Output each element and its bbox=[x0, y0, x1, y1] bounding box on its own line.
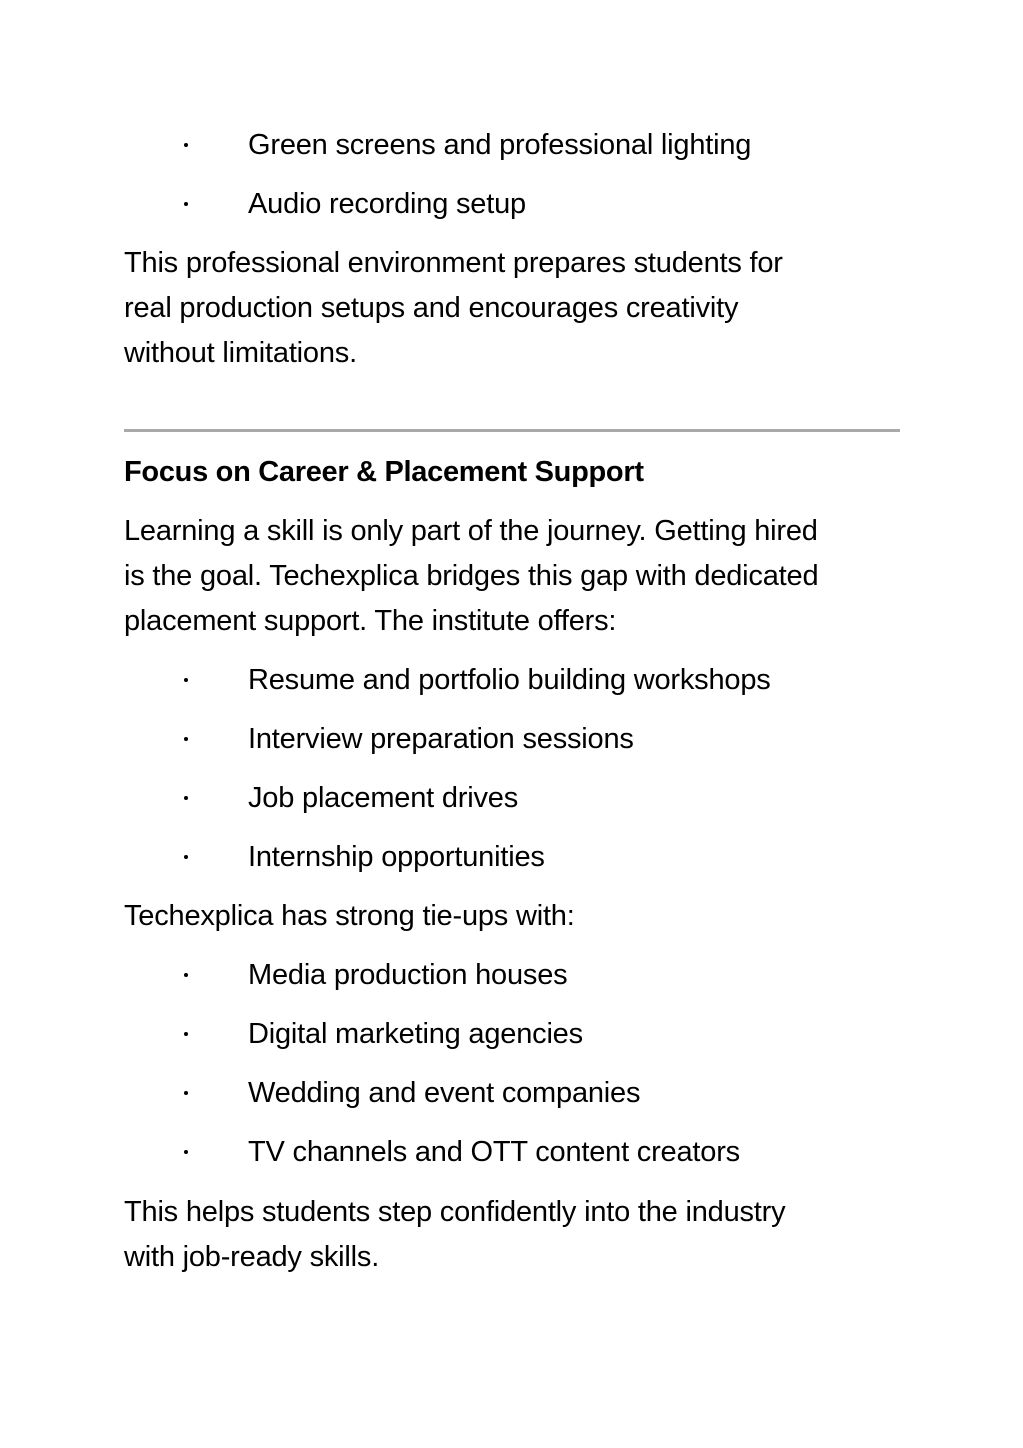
paragraph-line: This professional environment prepares students for bbox=[124, 247, 783, 279]
bullet-icon bbox=[184, 737, 188, 741]
paragraph-line: real production setups and encourages creativity bbox=[124, 292, 739, 324]
bullet-icon bbox=[184, 1150, 188, 1154]
bullet-icon bbox=[184, 678, 188, 682]
bullet-icon bbox=[184, 1032, 188, 1036]
paragraph-line: Techexplica has strong tie-ups with: bbox=[124, 900, 575, 932]
bullet-icon bbox=[184, 202, 188, 206]
bullet-icon bbox=[184, 855, 188, 859]
paragraph-line: Learning a skill is only part of the journey. Getting hired bbox=[124, 515, 818, 547]
paragraph-line: without limitations. bbox=[124, 337, 357, 369]
paragraph-line: This helps students step confidently into the industry bbox=[124, 1196, 786, 1228]
paragraph-line: is the goal. Techexplica bridges this gap with dedicated bbox=[124, 560, 819, 592]
bullet-icon bbox=[184, 143, 188, 147]
paragraph-line: with job-ready skills. bbox=[124, 1241, 380, 1273]
section-divider bbox=[124, 429, 900, 432]
bullet-icon bbox=[184, 796, 188, 800]
bullet-icon bbox=[184, 1091, 188, 1095]
section-heading: Focus on Career & Placement Support bbox=[124, 456, 644, 488]
paragraph-line: placement support. The institute offers: bbox=[124, 605, 617, 637]
document-page: Green screens and professional lighting Audio recording setup This professional environment prepares students for real production setups and encourages creativity without limitations. Focus on Career & Placement Support Learning a skill is only part of the journey. Getting hired is the goal. Techexplica bridges this gap with dedicated placement support. The institute offers: Resume and portfolio building workshops Interview preparation sessions Job placement drives Internship opportunities Techexplica has strong tie-ups with: Media production houses Digital marketing agencies Wedding and event companies TV channels and OTT content creators This helps students step confidently into the industry with job-ready skills. bbox=[0, 0, 1023, 1448]
bullet-icon bbox=[184, 973, 188, 977]
